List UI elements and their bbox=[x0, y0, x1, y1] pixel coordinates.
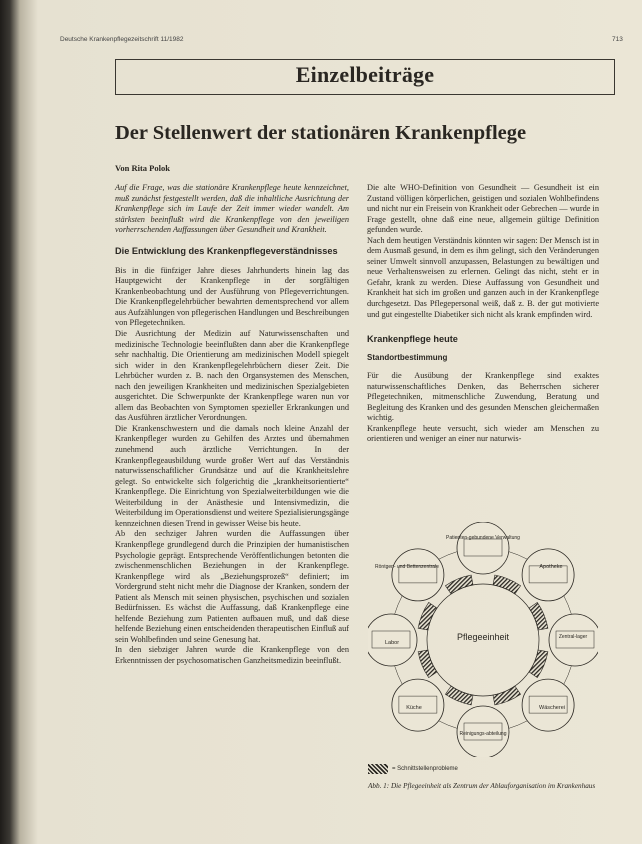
node-label-bottom-left: Küche bbox=[406, 705, 422, 711]
node-label-top-left: Röntgen- und Bettenzentrale bbox=[375, 564, 439, 570]
page-number: 713 bbox=[612, 36, 623, 43]
department-node bbox=[522, 549, 574, 601]
article-author: Von Rita Polok bbox=[115, 163, 170, 173]
running-title: Deutsche Krankenpflegezeitschrift 11/1982 bbox=[60, 36, 184, 43]
body-paragraph: In den siebziger Jahren wurde die Krankenpflege von den Erkenntnissen der psychosomatischen Ganzheitsmedizin beeinflußt. bbox=[115, 645, 349, 665]
section-heading: Die Entwicklung des Krankenpflegeverständnisses bbox=[115, 245, 338, 256]
body-paragraph: Die Krankenschwestern und die damals noch kleine Anzahl der Krankenpfleger wurden zu Gehilfen des Arztes und übernahmen zunehmend auch ärztliche Verrichtungen. In der Krankenpflegeausbildung wurde großer Wert auf das Verständnis naturwissenschaftlicher Grundsätze und auf die Krankheitslehre gelegt. So entwickelte sich folgerichtig die „krankheitsorientierte“ Krankenpflege. Die Einrichtung von Spezialweiterbildungen wie die Weiterbildung in der Anästhesie und Intensivmedizin, die Weiterbildung im Operationsdienst und weitere Spezialisierungsgänge kennzeichnen diesen Trend in gewisser Weise bis heute. bbox=[115, 423, 349, 528]
body-paragraph: Nach dem heutigen Verständnis könnten wir sagen: Der Mensch ist in dem Ausmaß gesund, in dem es ihm gelingt, sich den Veränderungen seiner Umwelt sinnvoll anzupassen, Belastungen zu bewältigen und neue Verhaltensweisen zu erlernen. Gelingt das nicht, steht er in Gefahr, krank zu werden. Diese Auffassung von Gesundheit und Krankheit hat sich im großen und ganzen auch in der Krankenpflege durchgesetzt. Das Pflegepersonal weiß, daß z. B. der gut motivierte und gut eingestellte Diabetiker sich nicht als krank empfinden wird. bbox=[367, 235, 599, 319]
legend-swatch bbox=[368, 764, 388, 774]
legend bbox=[368, 764, 458, 774]
node-label-top-right: Apotheke bbox=[539, 564, 563, 570]
interface-segment bbox=[445, 686, 473, 705]
body-paragraph: Für die Ausübung der Krankenpflege sind exaktes naturwissenschaftliches Denken, das Beherrschen sicherer Pflegetechniken, mitmenschliche Zuwendung, Beratung und Begleitung des Kranken und des gesunden Menschen gleichermaßen wichtig. bbox=[367, 371, 599, 423]
node-label-right: Zentral-lager bbox=[558, 634, 588, 640]
body-paragraph: Krankenpflege heute versucht, sich wieder am Menschen zu orientieren und weniger an einer nur naturwis- bbox=[367, 423, 599, 444]
left-column bbox=[115, 183, 349, 667]
article-title: Der Stellenwert der stationären Krankenpflege bbox=[115, 122, 527, 144]
interface-segment bbox=[529, 650, 548, 678]
node-label-bottom-right: Wäscherei bbox=[539, 705, 565, 711]
center-label: Pflegeeinheit bbox=[456, 632, 510, 642]
section-banner: Einzelbeiträge bbox=[295, 62, 435, 87]
interface-segment bbox=[493, 686, 521, 705]
node-label-top: Patienten-gebundene Verwaltung bbox=[446, 535, 520, 541]
interface-segment bbox=[529, 602, 548, 630]
body-paragraph: Die alte WHO-Definition von Gesundheit — Gesundheit ist ein Zustand völligen körperlichen, geistigen und sozialen Wohlbefindens und nicht nur ein Freisein von Krankheit oder Gebrechen — wurde in Frage gestellt, ohne daß eine neue, allgemein gültige Definition gefunden wurde. bbox=[367, 183, 599, 235]
right-column bbox=[367, 183, 599, 445]
node-label-left: Labor bbox=[384, 640, 400, 646]
department-node bbox=[457, 522, 509, 574]
interface-segment bbox=[418, 602, 437, 630]
legend-label: = Schnittstellenprobleme bbox=[392, 766, 458, 772]
section-heading: Krankenpflege heute bbox=[367, 334, 458, 345]
body-paragraph: Bis in die fünfziger Jahre dieses Jahrhunderts hinein lag das Hauptgewicht der Krankenpflege in der sorgfältigen Krankenbeobachtung und der Ausführung von Pflegeverrichtungen. Die Krankenpflegelehrbücher bewahrten dementsprechend vor allem aus Aufzählungen von pflegerischen Handlungen und Beschreibungen von Pflegetechniken. bbox=[115, 265, 349, 328]
intro-paragraph: Auf die Frage, was die stationäre Krankenpflege heute kennzeichnet, muß zunächst festgestellt werden, daß die inhaltliche Ausrichtung der Krankenpflege sich im Laufe der Zeit immer wieder wandelt. Am stärksten beeinflußt wird die Krankenpflege von den jeweiligen vorherrschenden Auffassungen über Gesundheit und Krankheit. bbox=[115, 183, 349, 235]
interface-segment bbox=[418, 650, 437, 678]
organization-diagram bbox=[368, 522, 598, 757]
node-label-bottom: Reinigungs-abteilung bbox=[459, 731, 507, 737]
department-node bbox=[549, 614, 598, 666]
body-paragraph: Ab den sechziger Jahren wurden die Auffassungen über Krankenpflege grundlegend durch die Prinzipien der humanistischen Psychologie geprägt. Entsprechende Veröffentlichungen betonten die zwischenmenschlichen Beziehungen in der Krankenpflege. Krankenpflege wird als „Beziehungsprozeß“ definiert; im Vordergrund steht nicht mehr die Diagnose der Kranken, sondern der Patient als Mensch mit seinen physischen, psychischen und sozialen Bedürfnissen. Es wächst die Auffassung, daß Krankenpflege eine helfende Beziehung zum Patienten aufbauen muß, und daß diese helfende Beziehung einen entscheidenden therapeutischen Einfluß auf sein Wohlbefinden und seine Genesung hat. bbox=[115, 529, 349, 644]
interface-segment bbox=[493, 575, 521, 594]
interface-segment bbox=[445, 575, 473, 594]
department-node bbox=[392, 549, 444, 601]
figure-caption: Abb. 1: Die Pflegeeinheit als Zentrum der Ablauforganisation im Krankenhaus bbox=[368, 782, 596, 790]
body-paragraph: Die Ausrichtung der Medizin auf Naturwissenschaften und medizinische Technologie beeinflußten dann aber die Krankenpflege sehr nachhaltig. Die Orientierung am medizinischen Modell spiegelt sich wider in den Krankenpflegelehrbüchern dieser Zeit. Die Lehrbücher wurden z. B. nach den Organsystemen des Menschen, nach den jeweiligen Krankheiten und medizinischen Spezialgebieten ausgerichtet. Die Schwerpunkte der Krankenpflege waren nun vor allem das Beobachten von Symptomen spezieller Erkrankungen und das Ausführen ärztlicher Verordnungen. bbox=[115, 329, 349, 423]
subsection-heading: Standortbestimmung bbox=[367, 353, 448, 363]
